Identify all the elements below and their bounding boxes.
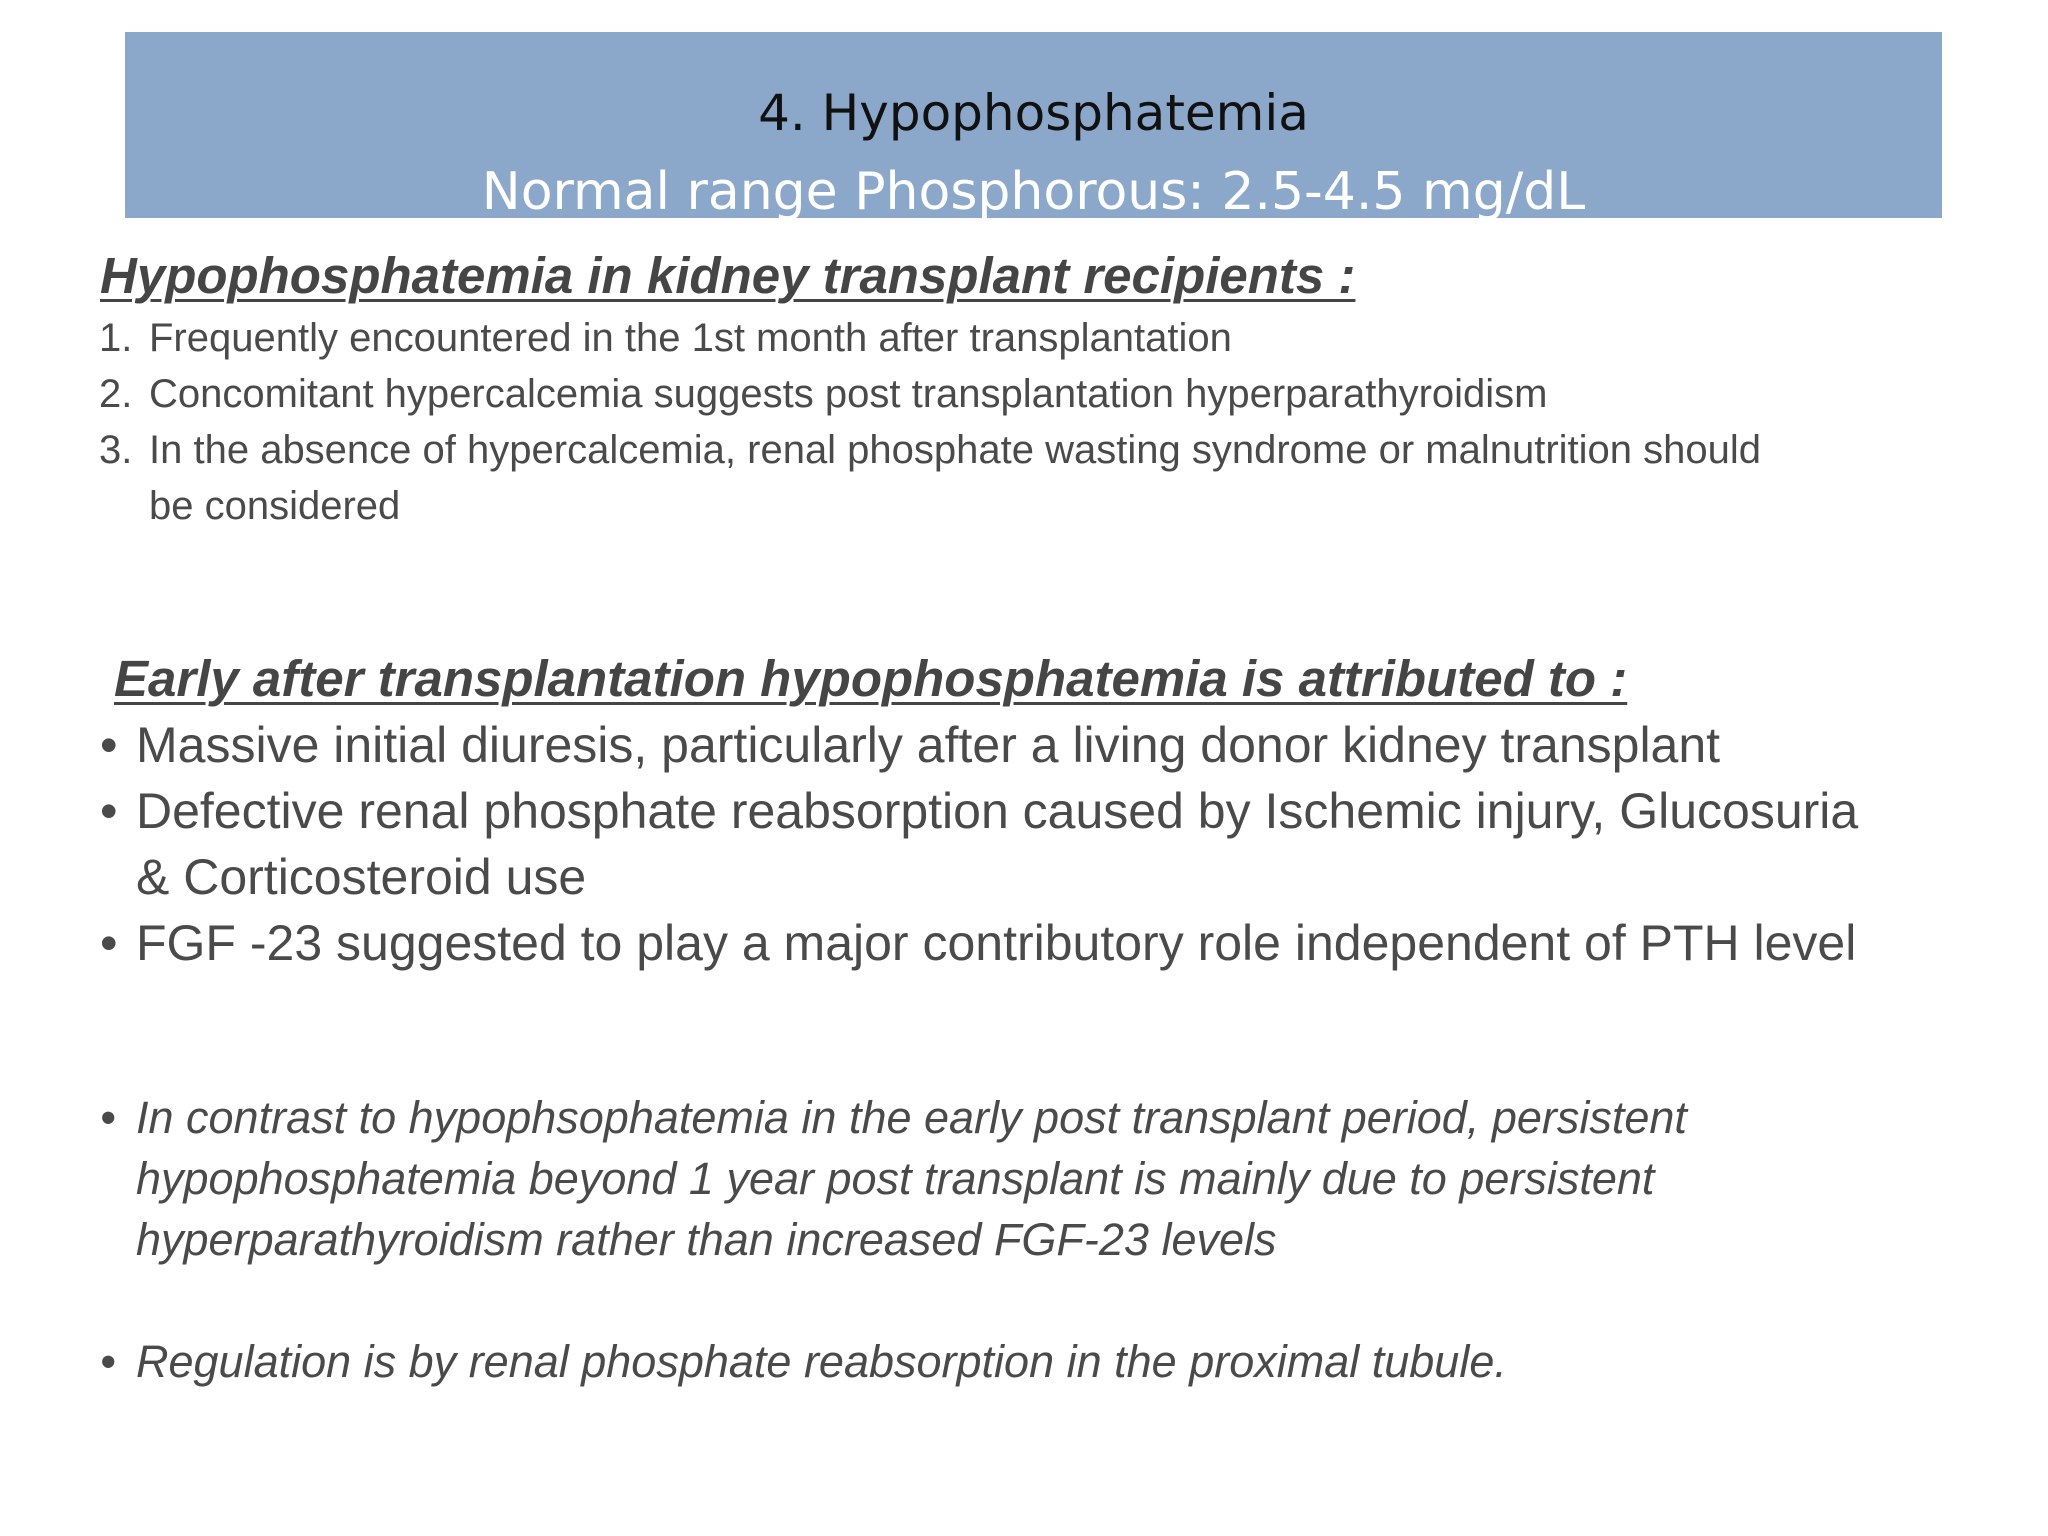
- note-item-persistent-line2: hypophosphatemia beyond 1 year post transplant is mainly due to persistent: [136, 1153, 1655, 1204]
- bullet-icon: •: [100, 1336, 116, 1387]
- numbered-item-2: [99, 372, 1548, 417]
- slide-title-box: [125, 32, 1942, 222]
- item-number: 2.: [99, 372, 133, 416]
- item-text: In the absence of hypercalcemia, renal phosphate wasting syndrome or malnutrition should: [149, 428, 1762, 472]
- bullet-icon: •: [100, 915, 118, 971]
- item-number: 1.: [99, 316, 133, 360]
- note-item-regulation: [100, 1336, 1507, 1388]
- bullet-text: FGF -23 suggested to play a major contributory role independent of PTH level: [136, 915, 1857, 971]
- slide-subtitle-normal-range: Normal range Phosphorous: 2.5-4.5 mg/dL: [481, 162, 1586, 222]
- bullet-icon: •: [100, 717, 118, 773]
- section-heading-kidney-recipients: Hypophosphatemia in kidney transplant recipients :: [100, 247, 1356, 304]
- bullet-text: Massive initial diuresis, particularly after a living donor kidney transplant: [136, 717, 1721, 773]
- bullet-icon: •: [100, 783, 118, 839]
- bullet-item-reabsorption-continuation: & Corticosteroid use: [136, 849, 587, 905]
- numbered-item-3: [99, 428, 1761, 473]
- bullet-item-reabsorption: [100, 782, 1858, 840]
- slide-title: 4. Hypophosphatemia: [758, 84, 1309, 142]
- bullet-text: Defective renal phosphate reabsorption caused by Ischemic injury, Glucosuria: [136, 783, 1859, 839]
- numbered-item-1: [99, 316, 1232, 361]
- bullet-item-diuresis: [100, 716, 1720, 774]
- numbered-item-3-continuation: be considered: [149, 484, 401, 528]
- item-text: Concomitant hypercalcemia suggests post transplantation hyperparathyroidism: [149, 372, 1548, 416]
- note-item-persistent: [100, 1092, 1687, 1144]
- note-item-persistent-line3: hyperparathyroidism rather than increased FGF-23 levels: [136, 1214, 1277, 1265]
- section-heading-early-attribution: Early after transplantation hypophosphatemia is attributed to :: [114, 650, 1628, 707]
- bullet-item-fgf23: [100, 914, 1856, 972]
- item-number: 3.: [99, 428, 133, 472]
- bullet-icon: •: [100, 1092, 116, 1143]
- note-text: In contrast to hypophsophatemia in the early post transplant period, persistent: [136, 1092, 1687, 1143]
- note-text: Regulation is by renal phosphate reabsorption in the proximal tubule.: [136, 1336, 1507, 1387]
- item-text: Frequently encountered in the 1st month after transplantation: [149, 316, 1232, 360]
